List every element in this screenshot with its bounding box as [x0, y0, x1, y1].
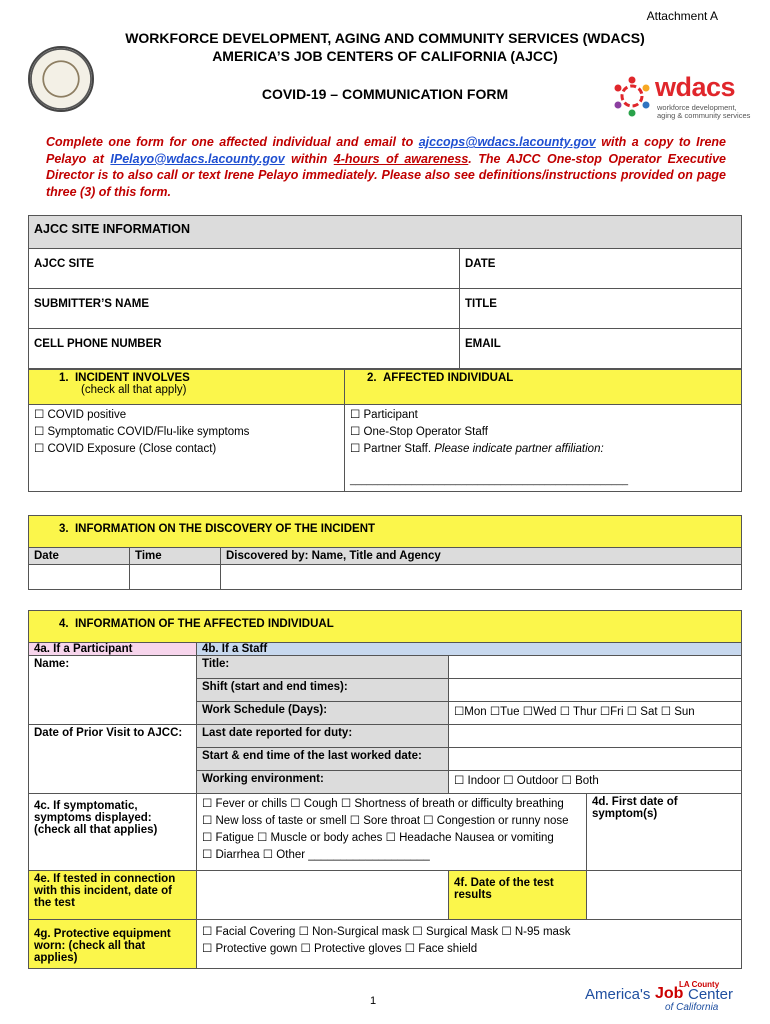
ajcc-title: AMERICA’S JOB CENTERS OF CALIFORNIA (AJCC) [212, 48, 558, 64]
site-info-table [28, 215, 742, 369]
cell-phone-field[interactable]: CELL PHONE NUMBER [29, 329, 460, 369]
participant-name-field[interactable]: Name: [29, 656, 197, 725]
agency-title: WORKFORCE DEVELOPMENT, AGING AND COMMUNITY SERVICES (WDACS) [125, 30, 645, 46]
col-date: Date [29, 548, 130, 565]
affected-individual-table [28, 610, 742, 969]
discovery-table [28, 515, 742, 590]
schedule-days-checkboxes[interactable]: ☐Mon ☐Tue ☐Wed ☐ Thur ☐Fri ☐ Sat ☐ Sun [449, 702, 742, 725]
form-title: COVID-19 – COMMUNICATION FORM [261, 86, 509, 102]
col-discovered-by: Discovered by: Name, Title and Agency [221, 548, 742, 565]
schedule-label: Work Schedule (Days): [197, 702, 449, 725]
incident-options [29, 405, 345, 492]
participant-label: 4a. If a Participant [29, 643, 197, 656]
people-circle-icon [610, 74, 654, 118]
last-date-input[interactable] [449, 725, 742, 748]
test-results-input[interactable] [587, 871, 742, 920]
test-date-input[interactable] [197, 871, 449, 920]
email-field[interactable]: EMAIL [460, 329, 742, 369]
page-number: 1 [370, 995, 377, 1007]
site-info-title: AJCC SITE INFORMATION [29, 216, 742, 249]
checkbox-symptomatic[interactable]: ☐ Symptomatic COVID/Flu-like symptoms [34, 426, 250, 438]
prior-visit-field[interactable]: Date of Prior Visit to AJCC: [29, 725, 197, 794]
discovery-header: 3. INFORMATION ON THE DISCOVERY OF THE INCIDENT [29, 516, 742, 548]
staff-label: 4b. If a Staff [197, 643, 742, 656]
last-date-label: Last date reported for duty: [197, 725, 449, 748]
incident-table [28, 369, 742, 492]
col-time: Time [130, 548, 221, 565]
email-link-ajccops[interactable]: ajccops@wdacs.lacounty.gov [418, 135, 596, 149]
environment-label: Working environment: [197, 771, 449, 794]
staff-title-label: Title: [197, 656, 449, 679]
attachment-label: Attachment A [646, 9, 718, 23]
discovery-time-input[interactable] [130, 565, 221, 590]
ajcc-site-field[interactable]: AJCC SITE [29, 249, 460, 289]
checkbox-exposure[interactable]: ☐ COVID Exposure (Close contact) [34, 443, 217, 455]
ppe-checkboxes[interactable]: ☐ Facial Covering ☐ Non-Surgical mask ☐ Surgical Mask ☐ N-95 mask ☐ Protective gown ☐ Protective gloves ☐ Face shield [197, 920, 742, 969]
ppe-label: 4g. Protective equipment worn: (check all that applies) [29, 920, 197, 969]
incident-involves-header: 1. INCIDENT INVOLVES (check all that apply) [29, 370, 345, 405]
affected-individual-header: 2. AFFECTED INDIVIDUAL [345, 370, 742, 405]
shift-input[interactable] [449, 679, 742, 702]
email-link-ipelayo[interactable]: IPelayo@wdacs.lacounty.gov [110, 151, 285, 166]
logo-subtitle: workforce development, aging & community services [657, 103, 751, 120]
environment-checkboxes[interactable]: ☐ Indoor ☐ Outdoor ☐ Both [449, 771, 742, 794]
title-field[interactable]: TITLE [460, 289, 742, 329]
checkbox-operator-staff[interactable]: ☐ One-Stop Operator Staff [350, 426, 488, 438]
test-results-label: 4f. Date of the test results [449, 871, 587, 920]
submitter-field[interactable]: SUBMITTER’S NAME [29, 289, 460, 329]
symptoms-label: 4c. If symptomatic, symptoms displayed: (check all that applies) [29, 794, 197, 871]
affected-options [345, 405, 742, 492]
checkbox-participant[interactable]: ☐ Participant [350, 409, 418, 421]
logo-word: wdacs [655, 72, 736, 102]
wdacs-logo [610, 72, 760, 122]
date-field[interactable]: DATE [460, 249, 742, 289]
last-time-label: Start & end time of the last worked date: [197, 748, 449, 771]
americas-job-center-logo: LA County America's Job Center of California [585, 980, 734, 1013]
partner-affiliation-line[interactable]: __________________________________________________ [350, 475, 629, 486]
checkbox-partner-staff[interactable]: ☐ Partner Staff. Please indicate partner affiliation: [350, 443, 604, 455]
instructions: Complete one form for one affected individual and email to ajccops@wdacs.lacounty.gov with a copy to Irene Pelayo at IPelayo@wdacs.lacounty.gov within 4-hours of awareness. The AJCC One-stop Operator Executive Director is to also call or text Irene Pelayo immediately. Please also see definitions/instructions provided on page three (3) of this form. [46, 135, 726, 199]
checkbox-covid-positive[interactable]: ☐ COVID positive [34, 409, 127, 421]
section4-header: 4. INFORMATION OF THE AFFECTED INDIVIDUAL [29, 611, 742, 643]
last-time-input[interactable] [449, 748, 742, 771]
test-date-label: 4e. If tested in connection with this incident, date of the test [29, 871, 197, 920]
discovered-by-input[interactable] [221, 565, 742, 590]
discovery-date-input[interactable] [29, 565, 130, 590]
first-symptom-date-field[interactable]: 4d. First date of symptom(s) [587, 794, 742, 871]
staff-title-input[interactable] [449, 656, 742, 679]
shift-label: Shift (start and end times): [197, 679, 449, 702]
symptoms-checkboxes[interactable]: ☐ Fever or chills ☐ Cough ☐ Shortness of breath or difficulty breathing ☐ New loss of taste or smell ☐ Sore throat ☐ Congestion or runny nose ☐ Fatigue ☐ Muscle or body aches ☐ Headache Nausea or vomiting ☐ Diarrhea ☐ Other ___________________ [197, 794, 587, 871]
